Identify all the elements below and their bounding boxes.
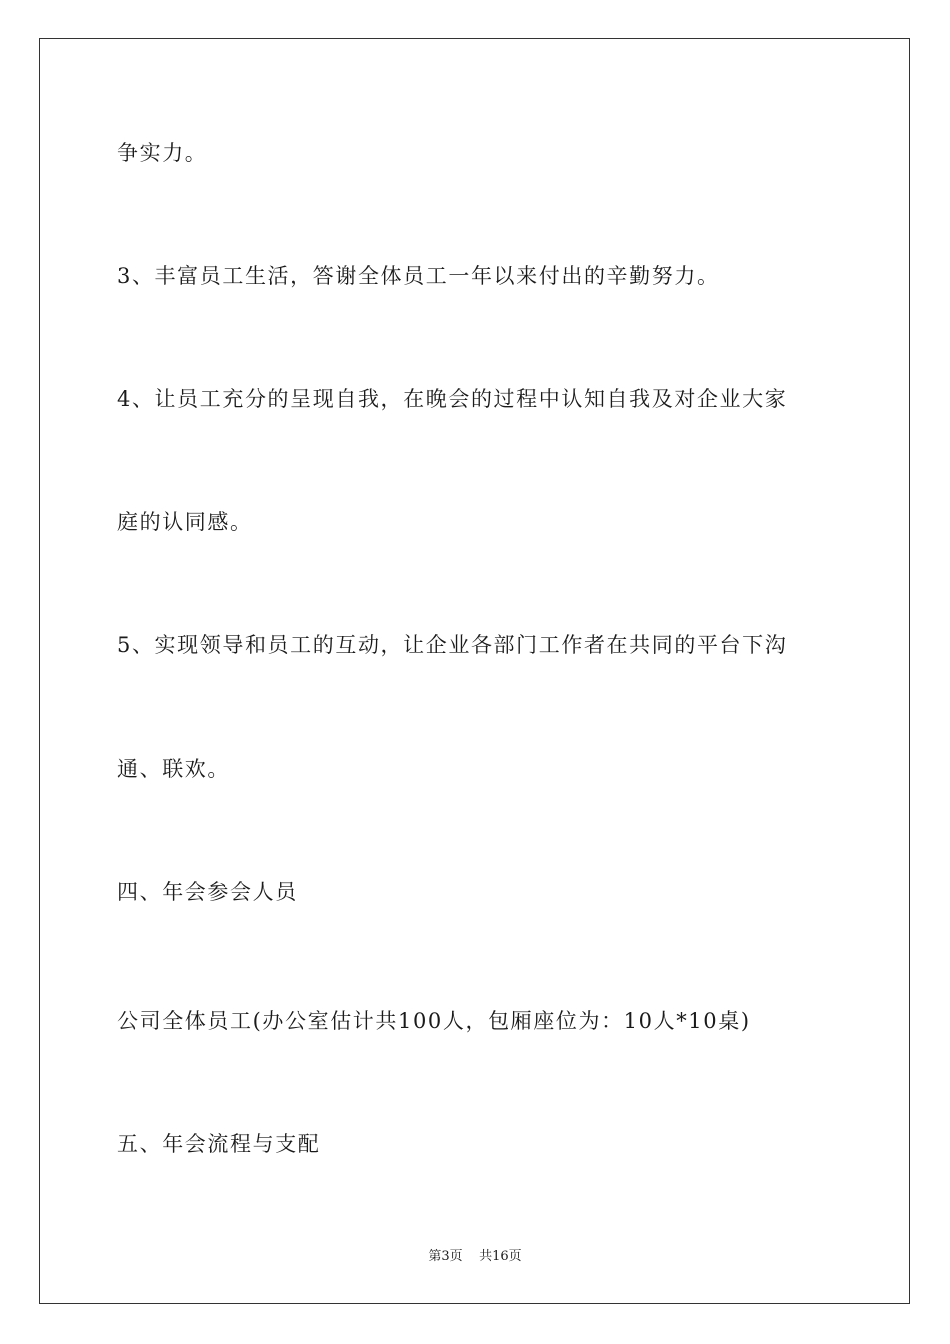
- page-number-footer: 第3页 共16页: [428, 1249, 522, 1264]
- paragraph-line: 5、实现领导和员工的互动，让企业各部门工作者在共同的平台下沟: [117, 633, 788, 657]
- paragraph-line: 3、丰富员工生活，答谢全体员工一年以来付出的辛勤努力。: [117, 264, 720, 288]
- section-heading: 四、年会参会人员: [117, 880, 298, 904]
- page-border: [39, 38, 910, 1304]
- paragraph-line: 争实力。: [117, 141, 208, 165]
- paragraph-line: 通、联欢。: [117, 757, 230, 781]
- paragraph-line: 公司全体员工(办公室估计共100人，包厢座位为：10人*10桌): [117, 1009, 751, 1033]
- paragraph-line: 4、让员工充分的呈现自我，在晚会的过程中认知自我及对企业大家: [117, 387, 788, 411]
- paragraph-line: 庭的认同感。: [117, 510, 253, 534]
- section-heading: 五、年会流程与支配: [117, 1132, 321, 1156]
